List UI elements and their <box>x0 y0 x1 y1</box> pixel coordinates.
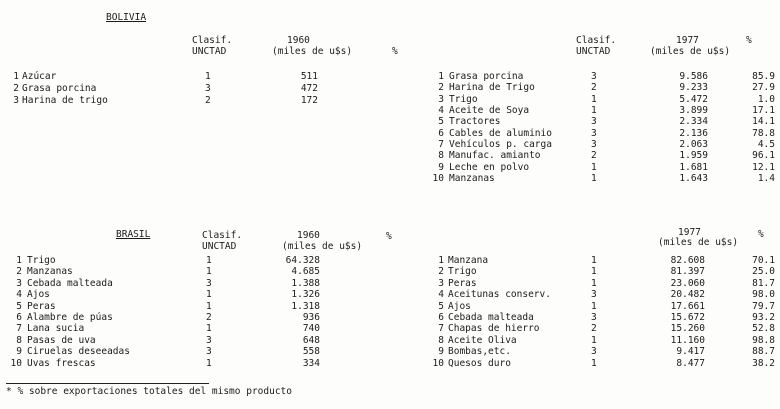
row-number: 9 <box>438 346 444 358</box>
row-number: 3 <box>13 95 19 106</box>
bolivia-header-unctad: UNCTAD <box>192 46 227 57</box>
unctad-class: 1 <box>591 277 597 289</box>
export-value: 11.160 <box>670 334 705 346</box>
row-number: 2 <box>438 266 444 278</box>
bolivia-header-unctad-1977: UNCTAD <box>576 46 611 57</box>
export-share: 12.1 <box>752 161 775 173</box>
export-value: 1.388 <box>291 277 320 289</box>
export-value: 472 <box>300 83 318 94</box>
product-name: Bombas,etc. <box>448 346 511 358</box>
export-share: 27.9 <box>752 82 775 94</box>
export-value: 1.326 <box>291 289 320 301</box>
product-name: Grasa porcina <box>22 83 97 94</box>
export-share: 4.5 <box>757 139 775 151</box>
product-name: Aceitunas conserv. <box>448 289 551 301</box>
export-share: 14.1 <box>752 116 775 128</box>
brasil-header-unctad: UNCTAD <box>202 241 237 252</box>
unctad-class: 3 <box>591 116 597 128</box>
export-value: 2.136 <box>679 127 708 139</box>
unctad-class: 2 <box>206 312 212 323</box>
export-value: 172 <box>300 95 318 106</box>
export-value: 648 <box>302 334 320 346</box>
export-share: 70.1 <box>752 255 775 266</box>
unctad-class: 3 <box>205 83 211 94</box>
product-name: Peras <box>27 300 56 312</box>
product-name: Cables de aluminio <box>449 127 552 139</box>
product-name: Azúcar <box>22 71 57 82</box>
bolivia-header-clasif-1977: Clasif. <box>576 35 617 46</box>
export-share: 52.8 <box>752 323 775 335</box>
unctad-class: 1 <box>206 255 212 266</box>
product-name: Manzanas <box>449 173 495 185</box>
unctad-class: 3 <box>591 139 597 151</box>
product-name: Harina de Trigo <box>449 82 535 94</box>
export-value: 17.661 <box>670 300 705 312</box>
export-value: 1.959 <box>679 150 708 162</box>
unctad-class: 1 <box>591 300 597 312</box>
product-name: Lana sucia <box>27 323 85 335</box>
export-value: 8.477 <box>676 357 705 369</box>
unctad-class: 3 <box>591 127 597 139</box>
export-share: 1.4 <box>757 173 775 185</box>
row-number: 10 <box>10 357 22 369</box>
row-number: 7 <box>16 323 22 335</box>
export-value: 2.063 <box>679 139 708 151</box>
export-value: 9.233 <box>679 82 708 94</box>
unctad-class: 3 <box>206 334 212 346</box>
product-name: Ajos <box>448 300 471 312</box>
row-number: 4 <box>16 289 22 301</box>
unctad-class: 1 <box>206 323 212 335</box>
export-share: 81.7 <box>752 277 775 289</box>
product-name: Quesos duro <box>448 357 511 369</box>
row-number: 1 <box>438 255 444 266</box>
export-share: 79.7 <box>752 300 775 312</box>
export-value: 1.681 <box>679 161 708 173</box>
export-value: 334 <box>302 357 320 369</box>
product-name: Vehículos p. carga <box>449 139 552 151</box>
row-number: 4 <box>438 105 444 117</box>
export-value: 20.482 <box>670 289 705 301</box>
product-name: Manzanas <box>27 266 73 278</box>
unctad-class: 1 <box>591 334 597 346</box>
export-share: 38.2 <box>752 357 775 369</box>
row-number: 2 <box>438 82 444 94</box>
unctad-class: 1 <box>205 71 211 82</box>
unctad-class: 3 <box>206 346 212 358</box>
unctad-class: 1 <box>591 266 597 278</box>
bolivia-header-1960-units: (miles de u$s) <box>272 46 353 57</box>
row-number: 3 <box>16 277 22 289</box>
unctad-class: 2 <box>591 323 597 335</box>
export-share: 98.8 <box>752 334 775 346</box>
row-number: 7 <box>438 323 444 335</box>
export-share: 17.1 <box>752 105 775 117</box>
export-value: 558 <box>302 346 320 358</box>
row-number: 3 <box>438 277 444 289</box>
product-name: Harina de trigo <box>22 95 108 106</box>
export-value: 740 <box>302 323 320 335</box>
unctad-class: 2 <box>591 150 597 162</box>
row-number: 1 <box>438 71 444 82</box>
product-name: Alambre de púas <box>27 312 113 323</box>
unctad-class: 1 <box>206 289 212 301</box>
export-value: 511 <box>300 71 318 82</box>
product-name: Chapas de hierro <box>448 323 540 335</box>
footnote-rule <box>6 383 209 384</box>
export-value: 1.318 <box>291 300 320 312</box>
row-number: 9 <box>438 161 444 173</box>
brasil-header-1977: 1977 <box>678 227 701 238</box>
export-value: 15.260 <box>670 323 705 335</box>
brasil-header-pct-1977: % <box>758 229 764 240</box>
export-share: 88.7 <box>752 346 775 358</box>
export-share: 96.1 <box>752 150 775 162</box>
export-value: 3.899 <box>679 105 708 117</box>
product-name: Aceite de Soya <box>449 105 530 117</box>
product-name: Peras <box>448 277 477 289</box>
export-value: 2.334 <box>679 116 708 128</box>
product-name: Aceite Oliva <box>448 334 517 346</box>
row-number: 7 <box>438 139 444 151</box>
bolivia-header-1977: 1977 <box>676 35 699 46</box>
bolivia-title: BOLIVIA <box>106 12 147 23</box>
product-name: Ajos <box>27 289 50 301</box>
row-number: 10 <box>432 357 444 369</box>
row-number: 8 <box>16 334 22 346</box>
product-name: Ciruelas deseeadas <box>27 346 130 358</box>
row-number: 4 <box>438 289 444 301</box>
product-name: Trigo <box>27 255 56 266</box>
row-number: 5 <box>438 116 444 128</box>
row-number: 5 <box>438 300 444 312</box>
unctad-class: 1 <box>206 357 212 369</box>
bolivia-header-1960: 1960 <box>287 35 310 46</box>
brasil-header-1960: 1960 <box>297 230 320 241</box>
unctad-class: 3 <box>591 71 597 82</box>
row-number: 8 <box>438 150 444 162</box>
export-share: 78.8 <box>752 127 775 139</box>
row-number: 8 <box>438 334 444 346</box>
footnote: * % sobre exportaciones totales del mismo producto <box>6 386 292 397</box>
export-value: 82.608 <box>670 255 705 266</box>
export-value: 1.643 <box>679 173 708 185</box>
brasil-title: BRASIL <box>116 229 151 240</box>
unctad-class: 1 <box>591 173 597 185</box>
brasil-header-pct: % <box>386 231 392 242</box>
export-value: 81.397 <box>670 266 705 278</box>
product-name: Grasa porcina <box>449 71 524 82</box>
row-number: 6 <box>16 312 22 323</box>
row-number: 5 <box>16 300 22 312</box>
product-name: Tractores <box>449 116 501 128</box>
row-number: 3 <box>438 93 444 105</box>
unctad-class: 1 <box>591 93 597 105</box>
row-number: 6 <box>438 127 444 139</box>
unctad-class: 1 <box>591 255 597 266</box>
brasil-header-1960-units: (miles de u$s) <box>282 241 363 252</box>
product-name: Cebada malteada <box>448 312 534 323</box>
export-value: 23.060 <box>670 277 705 289</box>
export-value: 4.685 <box>291 266 320 278</box>
unctad-class: 2 <box>205 95 211 106</box>
export-value: 9.417 <box>676 346 705 358</box>
export-value: 64.328 <box>285 255 320 266</box>
row-number: 9 <box>16 346 22 358</box>
export-share: 85.9 <box>752 71 775 82</box>
export-value: 15.672 <box>670 312 705 323</box>
unctad-class: 2 <box>591 82 597 94</box>
row-number: 2 <box>16 266 22 278</box>
export-share: 1.0 <box>757 93 775 105</box>
product-name: Manufac. amianto <box>449 150 541 162</box>
row-number: 2 <box>13 83 19 94</box>
export-value: 9.586 <box>679 71 708 82</box>
row-number: 10 <box>432 173 444 185</box>
unctad-class: 3 <box>591 289 597 301</box>
product-name: Uvas frescas <box>27 357 96 369</box>
export-share: 98.0 <box>752 289 775 301</box>
unctad-class: 3 <box>591 312 597 323</box>
product-name: Pasas de uva <box>27 334 96 346</box>
unctad-class: 1 <box>591 105 597 117</box>
brasil-header-1977-units: (miles de u$s) <box>658 237 739 248</box>
bolivia-header-1977-units: (miles de u$s) <box>650 46 731 57</box>
export-value: 5.472 <box>679 93 708 105</box>
export-share: 93.2 <box>752 312 775 323</box>
export-share: 25.0 <box>752 266 775 278</box>
bolivia-header-pct: % <box>392 46 398 57</box>
unctad-class: 1 <box>206 300 212 312</box>
product-name: Cebada malteada <box>27 277 113 289</box>
row-number: 1 <box>13 71 19 82</box>
brasil-header-clasif: Clasif. <box>202 230 243 241</box>
product-name: Trigo <box>448 266 477 278</box>
bolivia-header-pct-1977: % <box>746 35 752 46</box>
row-number: 1 <box>16 255 22 266</box>
bolivia-header-clasif: Clasif. <box>192 35 233 46</box>
unctad-class: 1 <box>591 161 597 173</box>
product-name: Manzana <box>448 255 489 266</box>
unctad-class: 1 <box>591 357 597 369</box>
row-number: 6 <box>438 312 444 323</box>
product-name: Leche en polvo <box>449 161 530 173</box>
export-value: 936 <box>302 312 320 323</box>
unctad-class: 3 <box>591 346 597 358</box>
unctad-class: 3 <box>206 277 212 289</box>
unctad-class: 1 <box>206 266 212 278</box>
product-name: Trigo <box>449 93 478 105</box>
